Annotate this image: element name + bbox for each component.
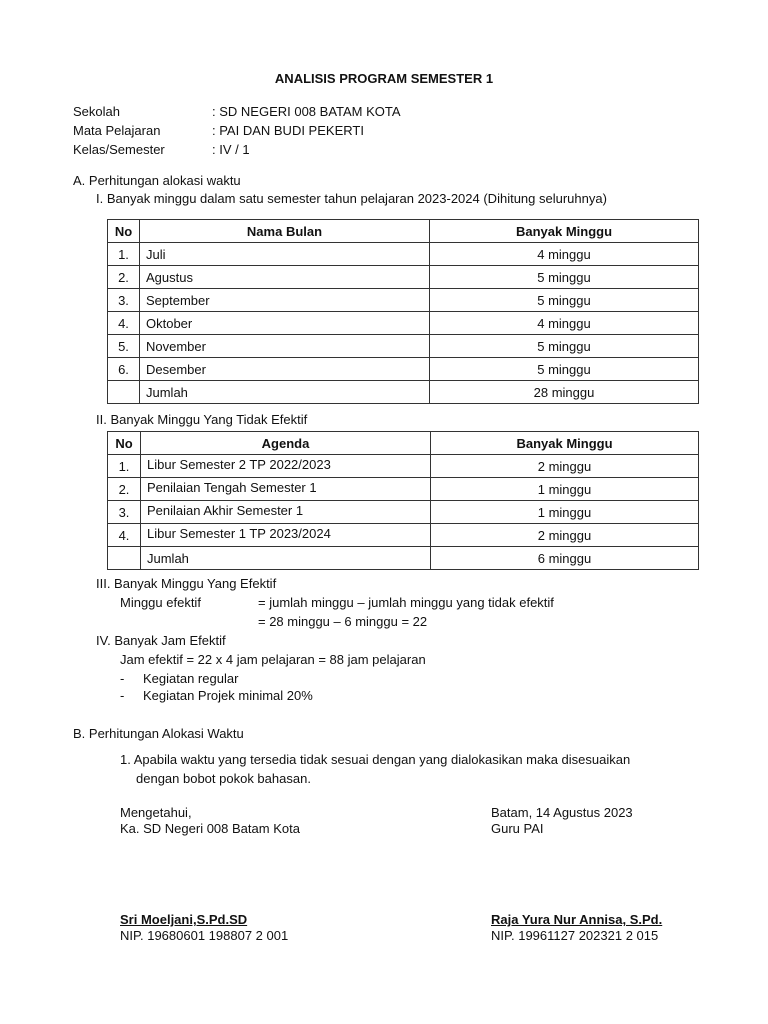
week-count: 5 minggu (430, 289, 699, 312)
row-number: 5. (108, 335, 140, 358)
table-header-cell: Banyak Minggu (430, 220, 699, 243)
class-semester-label: Kelas/Semester (73, 142, 165, 157)
week-count: 5 minggu (430, 266, 699, 289)
school-label: Sekolah (73, 104, 120, 119)
list-item: Kegiatan Projek minimal 20% (143, 688, 313, 703)
table-total-row (108, 547, 699, 570)
left-signatory-nip: NIP. 19680601 198807 2 001 (120, 928, 289, 943)
section-a-sub3: III. Banyak Minggu Yang Efektif (96, 576, 277, 591)
table-header-cell: Banyak Minggu (431, 432, 699, 455)
table-row (108, 478, 699, 501)
row-number: 3. (108, 289, 140, 312)
bullet-mark: - (120, 671, 125, 686)
total-value: 28 minggu (430, 381, 699, 404)
table-header-cell: No (108, 220, 140, 243)
row-number: 3. (108, 501, 141, 524)
table-row (108, 289, 699, 312)
row-number: 4. (108, 524, 141, 547)
non-effective-weeks-table (107, 431, 699, 570)
total-value: 6 minggu (431, 547, 699, 570)
right-sign-line2: Guru PAI (491, 821, 544, 836)
row-number: 4. (108, 312, 140, 335)
list-item: Kegiatan regular (143, 671, 239, 686)
section-a-sub4: IV. Banyak Jam Efektif (96, 633, 226, 648)
month-name: Agustus (140, 266, 430, 289)
subject-value: : PAI DAN BUDI PEKERTI (212, 123, 364, 138)
row-number (108, 547, 141, 570)
table-row (108, 358, 699, 381)
row-number: 1. (108, 455, 141, 478)
month-name: Oktober (140, 312, 430, 335)
section-a-sub2: II. Banyak Minggu Yang Tidak Efektif (96, 412, 308, 427)
page-title: ANALISIS PROGRAM SEMESTER 1 (274, 71, 494, 86)
left-signatory-name: Sri Moeljani,S.Pd.SD (120, 912, 248, 927)
month-name: September (140, 289, 430, 312)
week-count: 2 minggu (431, 524, 699, 547)
table-header-cell: No (108, 432, 141, 455)
left-sign-line2: Ka. SD Negeri 008 Batam Kota (120, 821, 300, 836)
weeks-per-month-table (107, 219, 699, 404)
total-label: Jumlah (141, 547, 431, 570)
table-header-row (108, 432, 699, 455)
week-count: 4 minggu (430, 312, 699, 335)
right-signatory-nip: NIP. 19961127 202321 2 015 (491, 928, 659, 943)
school-value: : SD NEGERI 008 BATAM KOTA (212, 104, 401, 119)
month-name: Juli (140, 243, 430, 266)
bullet-mark: - (120, 688, 125, 703)
agenda-name: Penilaian Tengah Semester 1 (141, 478, 431, 501)
table-row (108, 266, 699, 289)
month-name: Desember (140, 358, 430, 381)
row-number: 2. (108, 478, 141, 501)
right-sign-line1: Batam, 14 Agustus 2023 (491, 805, 633, 820)
table-row (108, 312, 699, 335)
left-sign-line1: Mengetahui, (120, 805, 192, 820)
week-count: 5 minggu (430, 358, 699, 381)
effective-weeks-formula: = jumlah minggu – jumlah minggu yang tidak efektif (258, 595, 554, 610)
row-number: 1. (108, 243, 140, 266)
section-a-sub1: I. Banyak minggu dalam satu semester tahun pelajaran 2023-2024 (Dihitung seluruhnya) (96, 191, 607, 206)
week-count: 1 minggu (431, 501, 699, 524)
section-b-heading: B. Perhitungan Alokasi Waktu (73, 726, 244, 741)
table-header-cell: Nama Bulan (140, 220, 430, 243)
month-name: November (140, 335, 430, 358)
section-b-item1-line2: dengan bobot pokok bahasan. (136, 771, 311, 786)
row-number: 6. (108, 358, 140, 381)
effective-weeks-label: Minggu efektif (120, 595, 201, 610)
table-header-cell: Agenda (141, 432, 431, 455)
week-count: 1 minggu (431, 478, 699, 501)
agenda-name: Libur Semester 2 TP 2022/2023 (141, 455, 431, 478)
subject-label: Mata Pelajaran (73, 123, 161, 138)
class-semester-value: : IV / 1 (212, 142, 250, 157)
table-row (108, 455, 699, 478)
table-row (108, 243, 699, 266)
table-row (108, 335, 699, 358)
table-total-row (108, 381, 699, 404)
week-count: 2 minggu (431, 455, 699, 478)
right-signatory-name: Raja Yura Nur Annisa, S.Pd. (491, 912, 663, 927)
table-row (108, 501, 699, 524)
section-a-heading: A. Perhitungan alokasi waktu (73, 173, 241, 188)
agenda-name: Libur Semester 1 TP 2023/2024 (141, 524, 431, 547)
table-row (108, 524, 699, 547)
row-number (108, 381, 140, 404)
effective-weeks-result: = 28 minggu – 6 minggu = 22 (258, 614, 428, 629)
table-header-row (108, 220, 699, 243)
effective-hours-line: Jam efektif = 22 x 4 jam pelajaran = 88 jam pelajaran (120, 652, 426, 667)
week-count: 5 minggu (430, 335, 699, 358)
total-label: Jumlah (140, 381, 430, 404)
week-count: 4 minggu (430, 243, 699, 266)
section-b-item1-line1: 1. Apabila waktu yang tersedia tidak sesuai dengan yang dialokasikan maka disesuaikan (120, 752, 631, 767)
row-number: 2. (108, 266, 140, 289)
agenda-name: Penilaian Akhir Semester 1 (141, 501, 431, 524)
